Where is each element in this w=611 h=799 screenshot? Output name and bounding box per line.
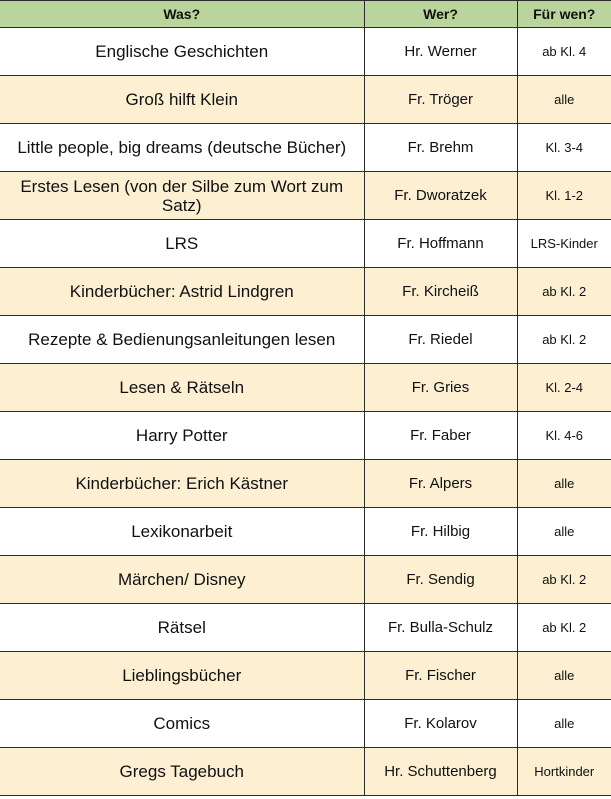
- cell-what: Kinderbücher: Erich Kästner: [0, 460, 364, 508]
- table-row: [0, 124, 611, 172]
- cell-what: Gregs Tagebuch: [0, 748, 364, 796]
- cell-for-whom: alle: [517, 76, 611, 124]
- table-row: [0, 604, 611, 652]
- cell-for-whom: alle: [517, 652, 611, 700]
- header-for-whom: Für wen?: [517, 1, 611, 28]
- cell-who: Fr. Dworatzek: [364, 172, 517, 220]
- cell-who: Fr. Kolarov: [364, 700, 517, 748]
- cell-for-whom: Kl. 2-4: [517, 364, 611, 412]
- cell-what: Harry Potter: [0, 412, 364, 460]
- cell-for-whom: LRS-Kinder: [517, 220, 611, 268]
- cell-for-whom: Kl. 3-4: [517, 124, 611, 172]
- cell-for-whom: ab Kl. 4: [517, 28, 611, 76]
- table-row: [0, 172, 611, 220]
- cell-what: Little people, big dreams (deutsche Bücher): [0, 124, 364, 172]
- table-row: [0, 460, 611, 508]
- cell-for-whom: alle: [517, 700, 611, 748]
- cell-for-whom: ab Kl. 2: [517, 268, 611, 316]
- cell-what: Englische Geschichten: [0, 28, 364, 76]
- table-row: [0, 76, 611, 124]
- cell-who: Fr. Gries: [364, 364, 517, 412]
- cell-for-whom: ab Kl. 2: [517, 316, 611, 364]
- cell-who: Fr. Hilbig: [364, 508, 517, 556]
- cell-what: LRS: [0, 220, 364, 268]
- cell-what: Erstes Lesen (von der Silbe zum Wort zum Satz): [0, 172, 364, 220]
- cell-who: Hr. Werner: [364, 28, 517, 76]
- header-row: [0, 1, 611, 28]
- cell-who: Fr. Brehm: [364, 124, 517, 172]
- table-row: [0, 556, 611, 604]
- cell-who: Fr. Fischer: [364, 652, 517, 700]
- cell-who: Fr. Bulla-Schulz: [364, 604, 517, 652]
- cell-who: Fr. Faber: [364, 412, 517, 460]
- cell-what: Groß hilft Klein: [0, 76, 364, 124]
- table-row: [0, 28, 611, 76]
- cell-who: Hr. Schuttenberg: [364, 748, 517, 796]
- cell-for-whom: alle: [517, 460, 611, 508]
- header-what: Was?: [0, 1, 364, 28]
- cell-who: Fr. Sendig: [364, 556, 517, 604]
- cell-who: Fr. Alpers: [364, 460, 517, 508]
- cell-what: Lieblingsbücher: [0, 652, 364, 700]
- table-row: [0, 508, 611, 556]
- cell-who: Fr. Tröger: [364, 76, 517, 124]
- cell-what: Comics: [0, 700, 364, 748]
- cell-what: Rezepte & Bedienungsanleitungen lesen: [0, 316, 364, 364]
- cell-for-whom: Kl. 4-6: [517, 412, 611, 460]
- table-row: [0, 268, 611, 316]
- table-row: [0, 316, 611, 364]
- cell-for-whom: alle: [517, 508, 611, 556]
- table-row: [0, 412, 611, 460]
- table-row: [0, 652, 611, 700]
- cell-what: Kinderbücher: Astrid Lindgren: [0, 268, 364, 316]
- table-row: [0, 748, 611, 796]
- cell-for-whom: ab Kl. 2: [517, 556, 611, 604]
- cell-for-whom: Hortkinder: [517, 748, 611, 796]
- cell-what: Märchen/ Disney: [0, 556, 364, 604]
- table-row: [0, 220, 611, 268]
- cell-for-whom: ab Kl. 2: [517, 604, 611, 652]
- cell-what: Lexikonarbeit: [0, 508, 364, 556]
- cell-who: Fr. Hoffmann: [364, 220, 517, 268]
- cell-what: Lesen & Rätseln: [0, 364, 364, 412]
- cell-who: Fr. Riedel: [364, 316, 517, 364]
- header-who: Wer?: [364, 1, 517, 28]
- cell-what: Rätsel: [0, 604, 364, 652]
- table-row: [0, 364, 611, 412]
- cell-for-whom: Kl. 1-2: [517, 172, 611, 220]
- table-row: [0, 700, 611, 748]
- cell-who: Fr. Kircheiß: [364, 268, 517, 316]
